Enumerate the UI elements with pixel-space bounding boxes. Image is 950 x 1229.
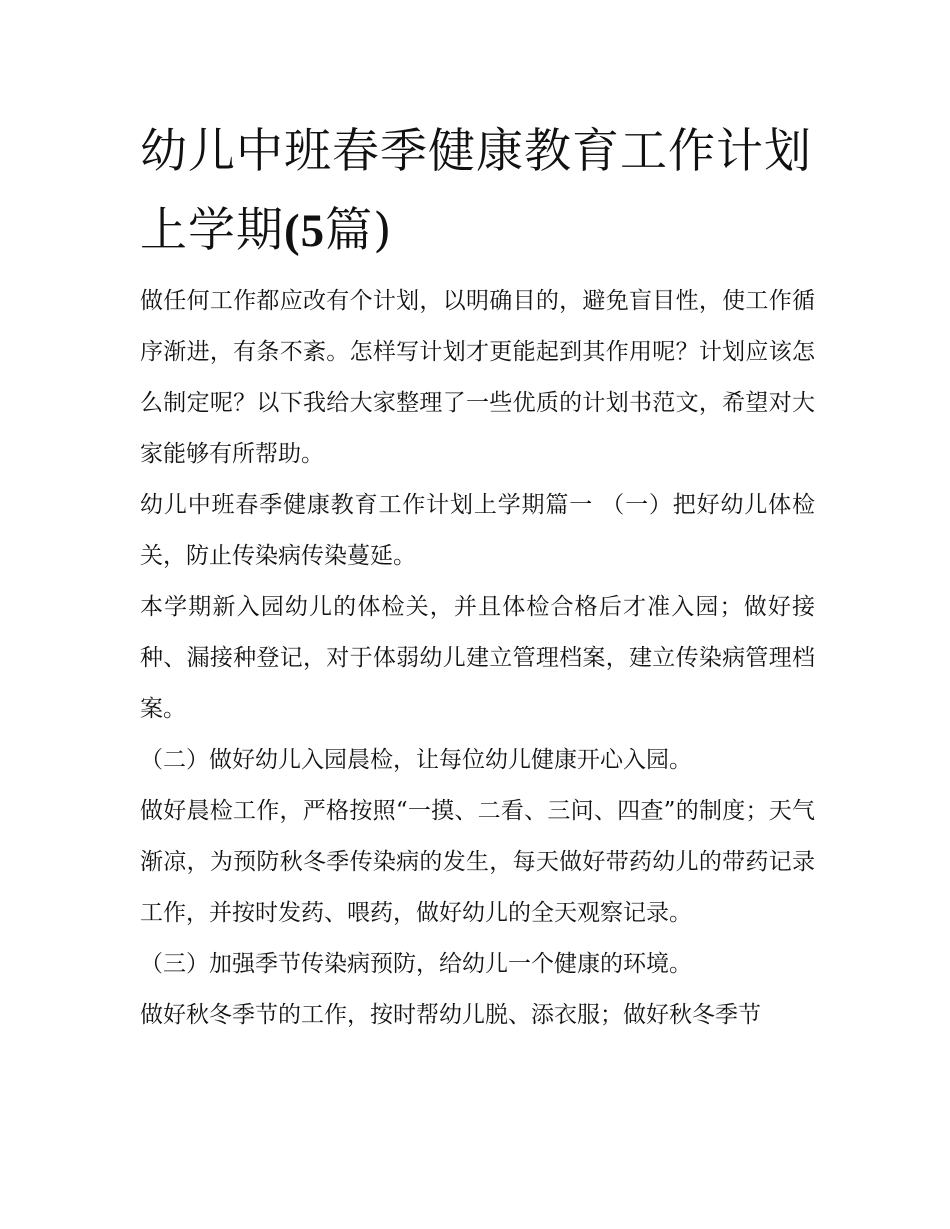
title-text: 幼儿中班春季健康教育工作计划上学期 [140,124,812,258]
section-two-heading: （二）做好幼儿入园晨检，让每位幼儿健康开心入园。 [140,747,692,773]
intro-paragraph: 做任何工作都应改有个计划，以明确目的，避免盲目性，使工作循序渐进，有条不紊。怎样写计划才更能起到其作用呢？计划应该怎么制定呢？以下我给大家整理了一些优质的计划书范文，希望对大家能够有所帮助。 [140,288,815,467]
body-paragraph: 本学期新入园幼儿的体检关，并且体检合格后才准入园；做好接种、漏接种登记，对于体弱幼儿建立管理档案，建立传染病管理档案。 [140,594,815,722]
section-three-heading: （三）加强季节传染病预防，给幼儿一个健康的环境。 [140,951,692,977]
section-one-heading: 幼儿中班春季健康教育工作计划上学期篇一 （一）把好幼儿体检关，防止传染病传染蔓延。 [140,492,815,569]
document-title [140,112,830,271]
title-count: (5 [284,205,326,257]
document-body [140,276,815,1041]
title-suffix: 篇) [325,203,393,258]
body-paragraph: 做好晨检工作，严格按照“一摸、二看、三问、四查”的制度；天气渐凉，为预防秋冬季传染病的发生，每天做好带药幼儿的带药记录工作，并按时发药、喂药，做好幼儿的全天观察记录。 [140,798,815,926]
body-paragraph: 做好秋冬季节的工作，按时帮幼儿脱、添衣服；做好秋冬季节 [140,1002,761,1028]
